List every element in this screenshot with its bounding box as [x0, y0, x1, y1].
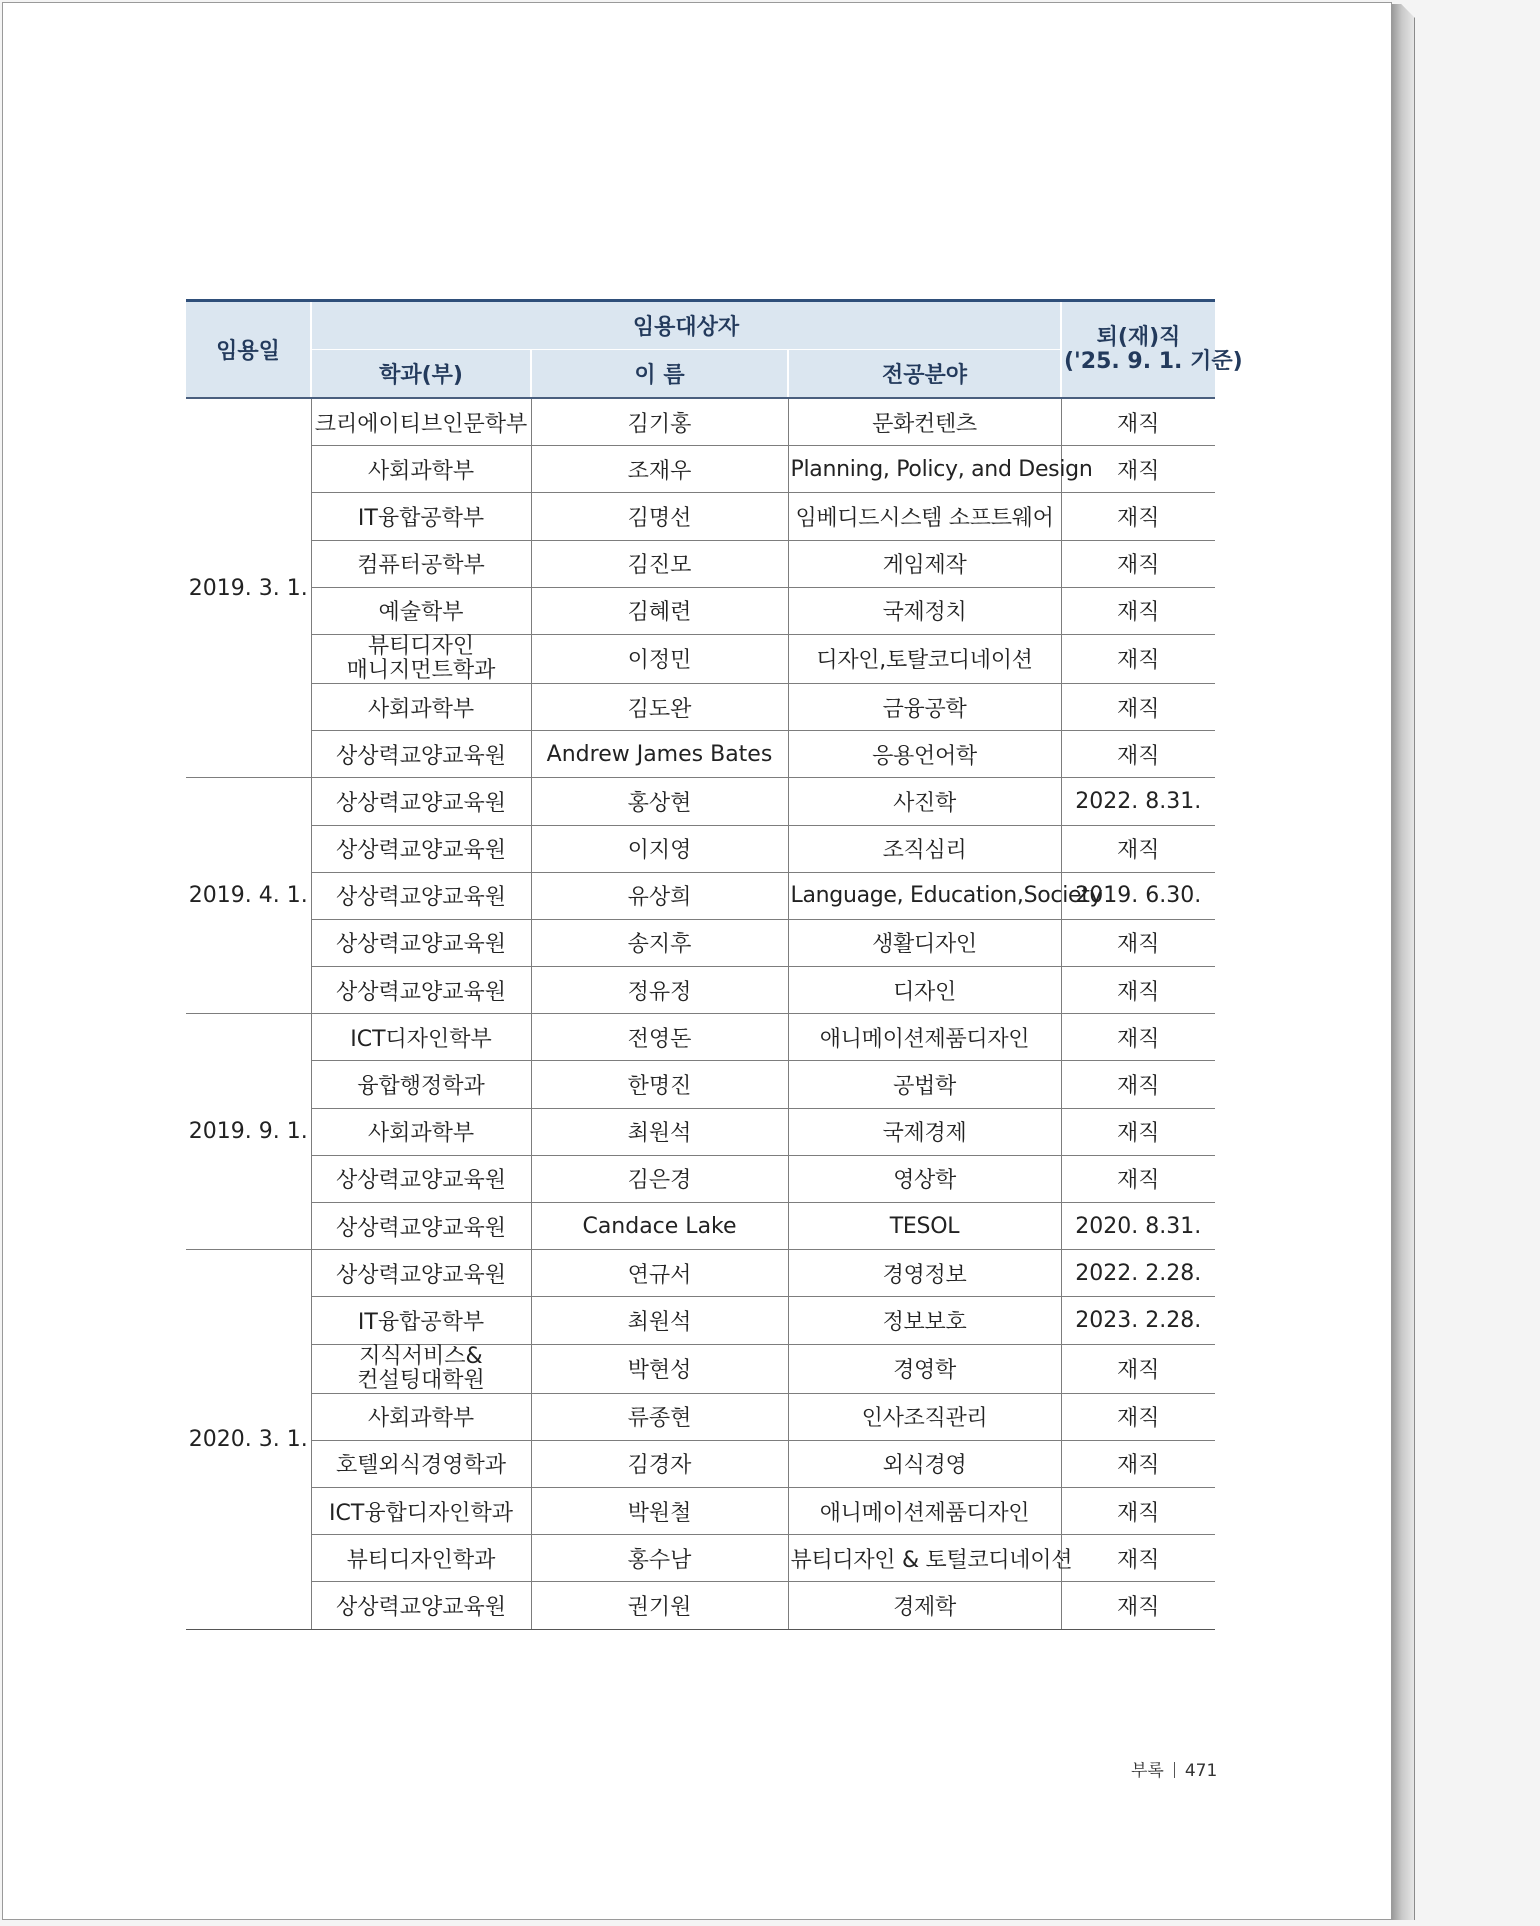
department-cell: 상상력교양교육원 — [311, 872, 531, 919]
major-cell: 경영정보 — [788, 1250, 1061, 1297]
department-line1: 지식서비스& — [359, 1343, 483, 1369]
department-cell: 크리에이티브인문학부 — [311, 398, 531, 446]
table-row — [186, 634, 1215, 683]
name-cell: 김은경 — [531, 1155, 788, 1202]
header-status-line2: ('25. 9. 1. 기준) — [1064, 348, 1243, 374]
header-department: 학과(부) — [311, 350, 531, 399]
status-cell: 재직 — [1061, 493, 1215, 540]
status-cell: 재직 — [1061, 919, 1215, 966]
status-cell: 재직 — [1061, 398, 1215, 446]
major-cell: 애니메이션제품디자인 — [788, 1487, 1061, 1534]
name-cell: 이지영 — [531, 825, 788, 872]
status-cell: 재직 — [1061, 540, 1215, 587]
department-cell: IT융합공학부 — [311, 493, 531, 540]
department-cell — [311, 1344, 531, 1393]
name-cell: 조재우 — [531, 446, 788, 493]
table-row — [186, 1535, 1215, 1582]
department-cell: 융합행정학과 — [311, 1061, 531, 1108]
table-row — [186, 1061, 1215, 1108]
major-cell: 정보보호 — [788, 1297, 1061, 1344]
name-cell: 송지후 — [531, 919, 788, 966]
status-cell: 재직 — [1061, 634, 1215, 683]
status-cell: 재직 — [1061, 1582, 1215, 1629]
department-cell: 예술학부 — [311, 587, 531, 634]
major-cell: 외식경영 — [788, 1440, 1061, 1487]
footer-divider — [1174, 1762, 1175, 1778]
department-cell: 상상력교양교육원 — [311, 825, 531, 872]
table-row — [186, 493, 1215, 540]
status-cell: 2023. 2.28. — [1061, 1297, 1215, 1344]
department-line2: 컨설팅대학원 — [357, 1367, 485, 1393]
department-cell: 상상력교양교육원 — [311, 967, 531, 1014]
status-cell: 재직 — [1061, 1014, 1215, 1061]
name-cell: 홍수남 — [531, 1535, 788, 1582]
status-cell: 재직 — [1061, 1155, 1215, 1202]
major-cell: 경영학 — [788, 1344, 1061, 1393]
name-cell: 김경자 — [531, 1440, 788, 1487]
name-cell: 최원석 — [531, 1297, 788, 1344]
table-row — [186, 967, 1215, 1014]
status-cell: 재직 — [1061, 1344, 1215, 1393]
table-row — [186, 587, 1215, 634]
table-row — [186, 1155, 1215, 1202]
appointment-date-cell: 2019. 4. 1. — [186, 778, 311, 1014]
table-row — [186, 540, 1215, 587]
name-cell: 최원석 — [531, 1108, 788, 1155]
table-row — [186, 778, 1215, 825]
department-cell: 상상력교양교육원 — [311, 778, 531, 825]
department-cell: 상상력교양교육원 — [311, 1155, 531, 1202]
major-cell: 사진학 — [788, 778, 1061, 825]
status-cell: 2022. 8.31. — [1061, 778, 1215, 825]
major-cell: 문화컨텐츠 — [788, 398, 1061, 446]
table-row — [186, 919, 1215, 966]
department-cell: 사회과학부 — [311, 446, 531, 493]
name-cell: Andrew James Bates — [531, 731, 788, 778]
major-cell: 영상학 — [788, 1155, 1061, 1202]
department-cell: 상상력교양교육원 — [311, 1582, 531, 1629]
appointment-date-cell: 2019. 9. 1. — [186, 1014, 311, 1250]
table-row — [186, 1344, 1215, 1393]
major-cell: 조직심리 — [788, 825, 1061, 872]
name-cell: 김명선 — [531, 493, 788, 540]
department-cell: 사회과학부 — [311, 1393, 531, 1440]
major-cell: 금융공학 — [788, 683, 1061, 730]
major-cell: 임베디드시스템 소프트웨어 — [788, 493, 1061, 540]
department-cell: 뷰티디자인학과 — [311, 1535, 531, 1582]
department-cell: 상상력교양교육원 — [311, 1250, 531, 1297]
name-cell: 홍상현 — [531, 778, 788, 825]
major-cell: 응용언어학 — [788, 731, 1061, 778]
table-row — [186, 1014, 1215, 1061]
name-cell: 김도완 — [531, 683, 788, 730]
name-cell: 권기원 — [531, 1582, 788, 1629]
department-cell: 컴퓨터공학부 — [311, 540, 531, 587]
status-cell: 재직 — [1061, 446, 1215, 493]
appointment-date-cell: 2019. 3. 1. — [186, 398, 311, 778]
header-status — [1061, 301, 1243, 399]
status-cell: 2020. 8.31. — [1061, 1203, 1215, 1250]
header-major: 전공분야 — [788, 350, 1061, 399]
department-cell: 상상력교양교육원 — [311, 919, 531, 966]
table-row — [186, 398, 1215, 446]
major-cell: Language, Education,Society — [788, 872, 1061, 919]
department-cell: IT융합공학부 — [311, 1297, 531, 1344]
page-footer — [1131, 1756, 1217, 1781]
table-row — [186, 1108, 1215, 1155]
table-row — [186, 1582, 1215, 1629]
table-row — [186, 1297, 1215, 1344]
table-row — [186, 1440, 1215, 1487]
name-cell: 이정민 — [531, 634, 788, 683]
table-row — [186, 1487, 1215, 1534]
name-cell: 김혜련 — [531, 587, 788, 634]
major-cell: 애니메이션제품디자인 — [788, 1014, 1061, 1061]
major-cell: 게임제작 — [788, 540, 1061, 587]
status-cell: 재직 — [1061, 1535, 1215, 1582]
name-cell: Candace Lake — [531, 1203, 788, 1250]
status-cell: 재직 — [1061, 683, 1215, 730]
status-cell: 재직 — [1061, 1108, 1215, 1155]
status-cell: 재직 — [1061, 1487, 1215, 1534]
table-row — [186, 1203, 1215, 1250]
table-row — [186, 825, 1215, 872]
department-cell: 상상력교양교육원 — [311, 731, 531, 778]
table-row — [186, 683, 1215, 730]
table-header — [186, 301, 1243, 399]
name-cell: 김기홍 — [531, 398, 788, 446]
status-cell: 재직 — [1061, 825, 1215, 872]
name-cell: 전영돈 — [531, 1014, 788, 1061]
header-name: 이 름 — [531, 350, 788, 399]
major-cell: 생활디자인 — [788, 919, 1061, 966]
department-cell: ICT융합디자인학과 — [311, 1487, 531, 1534]
status-cell: 재직 — [1061, 587, 1215, 634]
major-cell: TESOL — [788, 1203, 1061, 1250]
status-cell: 재직 — [1061, 1061, 1215, 1108]
department-line2: 매니지먼트학과 — [346, 657, 496, 683]
department-line1: 뷰티디자인 — [367, 633, 475, 659]
header-date: 임용일 — [186, 301, 311, 399]
name-cell: 박원철 — [531, 1487, 788, 1534]
footer-section: 부록 — [1131, 1761, 1164, 1781]
department-cell — [311, 634, 531, 683]
footer-page-number: 471 — [1184, 1761, 1218, 1781]
status-cell: 재직 — [1061, 731, 1215, 778]
major-cell: 공법학 — [788, 1061, 1061, 1108]
department-cell: 호텔외식경영학과 — [311, 1440, 531, 1487]
table-row — [186, 731, 1215, 778]
status-cell: 재직 — [1061, 967, 1215, 1014]
major-cell: 인사조직관리 — [788, 1393, 1061, 1440]
table-row — [186, 1393, 1215, 1440]
department-cell: 상상력교양교육원 — [311, 1203, 531, 1250]
department-cell: 사회과학부 — [311, 683, 531, 730]
major-cell: 디자인 — [788, 967, 1061, 1014]
table-row — [186, 1250, 1215, 1297]
major-cell: 경제학 — [788, 1582, 1061, 1629]
table-row — [186, 446, 1215, 493]
appointment-table — [186, 299, 1243, 1630]
table-row — [186, 872, 1215, 919]
document-page — [2, 2, 1392, 1920]
page-edge-shadow — [1392, 4, 1415, 1920]
table-body — [186, 398, 1215, 1629]
name-cell: 유상희 — [531, 872, 788, 919]
major-cell: 뷰티디자인 & 토털코디네이션 — [788, 1535, 1061, 1582]
name-cell: 정유정 — [531, 967, 788, 1014]
status-cell: 2019. 6.30. — [1061, 872, 1215, 919]
name-cell: 한명진 — [531, 1061, 788, 1108]
name-cell: 연규서 — [531, 1250, 788, 1297]
major-cell: 국제정치 — [788, 587, 1061, 634]
department-cell: 사회과학부 — [311, 1108, 531, 1155]
appointment-date-cell: 2020. 3. 1. — [186, 1250, 311, 1629]
name-cell: 박현성 — [531, 1344, 788, 1393]
name-cell: 김진모 — [531, 540, 788, 587]
department-cell: ICT디자인학부 — [311, 1014, 531, 1061]
status-cell: 재직 — [1061, 1440, 1215, 1487]
status-cell: 2022. 2.28. — [1061, 1250, 1215, 1297]
major-cell: 디자인,토탈코디네이션 — [788, 634, 1061, 683]
name-cell: 류종현 — [531, 1393, 788, 1440]
major-cell: 국제경제 — [788, 1108, 1061, 1155]
status-cell: 재직 — [1061, 1393, 1215, 1440]
major-cell: Planning, Policy, and Design — [788, 446, 1061, 493]
header-appointee-group: 임용대상자 — [311, 301, 1061, 350]
header-status-line1: 퇴(재)직 — [1096, 324, 1181, 350]
